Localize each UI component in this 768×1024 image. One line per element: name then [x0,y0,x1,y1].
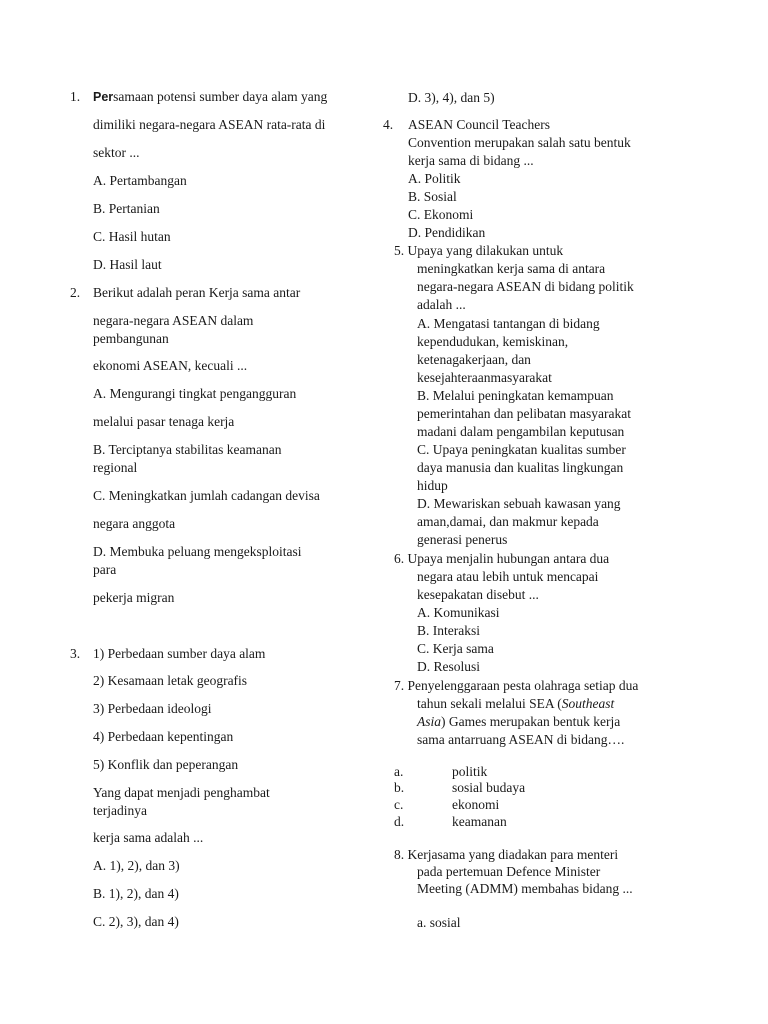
question-1-option-d: D. Hasil laut [93,257,162,272]
question-2-line: negara anggota [93,516,176,531]
question-8-line: pada pertemuan Defence Minister [417,864,601,879]
question-2-line: Berikut adalah peran Kerja sama antar [93,285,301,300]
question-5-line: pemerintahan dan pelibatan masyarakat [417,406,632,421]
question-5-line: generasi penerus [417,532,508,547]
question-1-option-b: B. Pertanian [93,201,160,216]
question-1-line-3: sektor ... [93,145,140,160]
question-3-option-c: C. 2), 3), dan 4) [93,914,179,929]
question-5-line: kesejahteraanmasyarakat [417,370,552,385]
question-5-first-line: 5. Upaya yang dilakukan untuk [394,243,564,258]
left-column [0,0,380,1024]
question-6-option-a: A. Komunikasi [417,605,500,620]
question-5-option-d: D. Mewariskan sebuah kawasan yang [417,496,621,511]
question-7-option-c-text: ekonomi [452,797,500,812]
question-8-first-line: 8. Kerjasama yang diadakan para menteri [394,847,619,862]
question-2-number: 2. [70,285,81,300]
question-8-line: Meeting (ADMM) membahas bidang ... [417,881,633,896]
question-2-option-b: B. Terciptanya stabilitas keamanan [93,442,282,457]
question-1-option-c: C. Hasil hutan [93,229,171,244]
question-5-line: adalah ... [417,297,466,312]
question-5-line: ketenagakerjaan, dan [417,352,531,367]
question-6-line: negara atau lebih untuk mencapai [417,569,599,584]
question-4-number: 4. [383,117,394,132]
question-7-option-a-text: politik [452,764,488,779]
question-7-line-2-italic: Southeast [561,696,615,711]
question-4-option-b: B. Sosial [408,189,457,204]
question-7-option-d-letter: d. [394,814,405,829]
question-7-option-c-letter: c. [394,797,404,812]
question-4-line: Convention merupakan salah satu bentuk [408,135,631,150]
question-2-option-c: C. Meningkatkan jumlah cadangan devisa [93,488,320,503]
question-3-statement-3: 3) Perbedaan ideologi [93,701,212,716]
question-5-line: negara-negara ASEAN di bidang politik [417,279,634,294]
right-column [380,0,768,1024]
question-2-line: regional [93,460,138,475]
question-8-option-a: a. sosial [417,915,461,930]
question-3-statement-5: 5) Konflik dan peperangan [93,757,239,772]
question-3-line: kerja sama adalah ... [93,830,204,845]
question-2-line: ekonomi ASEAN, kecuali ... [93,358,248,373]
question-3-statement-1: 1) Perbedaan sumber daya alam [93,646,266,661]
question-5-line: daya manusia dan kualitas lingkungan [417,460,624,475]
question-4-option-c: C. Ekonomi [408,207,474,222]
question-4-option-d: D. Pendidikan [408,225,486,240]
question-4-line: ASEAN Council Teachers [408,117,551,132]
question-7-line-3 [417,713,620,730]
question-1-number: 1. [70,89,81,104]
question-7-line-4: sama antarruang ASEAN di bidang…. [417,732,625,747]
question-1-line-1-rest: samaan potensi sumber daya alam yang [113,89,328,104]
question-1-line-1 [93,88,327,106]
question-7-line-2 [417,695,614,712]
question-7-first-line: 7. Penyelenggaraan pesta olahraga setiap dua [394,678,639,693]
question-7-option-b-letter: b. [394,780,405,795]
question-2-line: pembangunan [93,331,169,346]
question-5-option-a: A. Mengatasi tantangan di bidang [417,316,600,331]
question-1-line-2: dimiliki negara-negara ASEAN rata-rata di [93,117,326,132]
question-6-option-c: C. Kerja sama [417,641,494,656]
question-2-option-d: D. Membuka peluang mengeksploitasi [93,544,302,559]
question-1-option-a: A. Pertambangan [93,173,187,188]
question-2-line: melalui pasar tenaga kerja [93,414,235,429]
question-3-line: terjadinya [93,803,147,818]
question-5-option-c: C. Upaya peningkatan kualitas sumber [417,442,626,457]
question-3-statement-4: 4) Perbedaan kepentingan [93,729,234,744]
question-5-line: madani dalam pengambilan keputusan [417,424,625,439]
question-4-line: kerja sama di bidang ... [408,153,534,168]
question-7-option-d-text: keamanan [452,814,507,829]
question-5-line: kependudukan, kemiskinan, [417,334,569,349]
question-3-option-a: A. 1), 2), dan 3) [93,858,180,873]
question-5-line: aman,damai, dan makmur kepada [417,514,599,529]
question-5-line: meningkatkan kerja sama di antara [417,261,606,276]
question-3-option-d: D. 3), 4), dan 5) [408,90,495,105]
question-7-line-3-italic: Asia [417,714,442,729]
question-2-line: negara-negara ASEAN dalam [93,313,254,328]
question-6-line: kesepakatan disebut ... [417,587,539,602]
question-4-option-a: A. Politik [408,171,461,186]
question-3-line: Yang dapat menjadi penghambat [93,785,270,800]
question-6-option-b: B. Interaksi [417,623,480,638]
question-3-number: 3. [70,646,81,661]
question-7-line-2-text: tahun sekali melalui SEA ( [417,696,562,711]
question-2-line: para [93,562,117,577]
question-2-option-a: A. Mengurangi tingkat pengangguran [93,386,297,401]
question-7-option-b-text: sosial budaya [452,780,526,795]
question-2-line: pekerja migran [93,590,175,605]
question-7-option-a-letter: a. [394,764,404,779]
question-5-line: hidup [417,478,448,493]
question-6-first-line: 6. Upaya menjalin hubungan antara dua [394,551,610,566]
question-1-lead: Per [93,90,114,104]
question-6-option-d: D. Resolusi [417,659,481,674]
question-5-option-b: B. Melalui peningkatan kemampuan [417,388,614,403]
question-7-line-3-text: ) Games merupakan bentuk kerja [441,714,621,729]
question-3-statement-2: 2) Kesamaan letak geografis [93,673,248,688]
question-3-option-b: B. 1), 2), dan 4) [93,886,179,901]
